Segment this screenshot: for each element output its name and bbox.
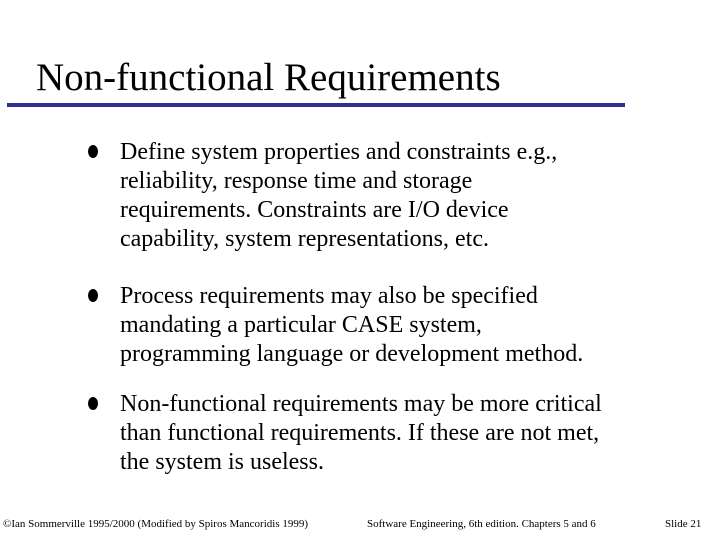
bullet-text-line: reliability, response time and storage <box>120 168 473 194</box>
bullet-text-line: mandating a particular CASE system, <box>120 312 482 338</box>
footer-slide-number: Slide 21 <box>665 518 702 530</box>
bullet-text-line: than functional requirements. If these are not met, <box>120 420 600 446</box>
bullet-icon <box>88 397 98 410</box>
bullet-text-line: Process requirements may also be specified <box>120 283 538 309</box>
bullet-text-line: Non-functional requirements may be more critical <box>120 391 602 417</box>
slide-title: Non-functional Requirements <box>36 56 501 99</box>
footer-copyright: ©Ian Sommerville 1995/2000 (Modified by Spiros Mancoridis 1999) <box>3 518 309 530</box>
bullet-icon <box>88 289 98 302</box>
bullet-text-line: the system is useless. <box>120 449 324 475</box>
bullet-text-line: requirements. Constraints are I/O device <box>120 197 509 223</box>
footer-book-title: Software Engineering, 6th edition. Chapters 5 and 6 <box>367 518 596 530</box>
bullet-text-line: programming language or development method. <box>120 341 584 367</box>
bullet-text-line: Define system properties and constraints e.g., <box>120 139 558 165</box>
bullet-text-line: capability, system representations, etc. <box>120 226 489 252</box>
bullet-item <box>120 138 700 254</box>
bullet-item <box>120 282 700 369</box>
bullet-item <box>120 390 700 477</box>
bullet-icon <box>88 145 98 158</box>
